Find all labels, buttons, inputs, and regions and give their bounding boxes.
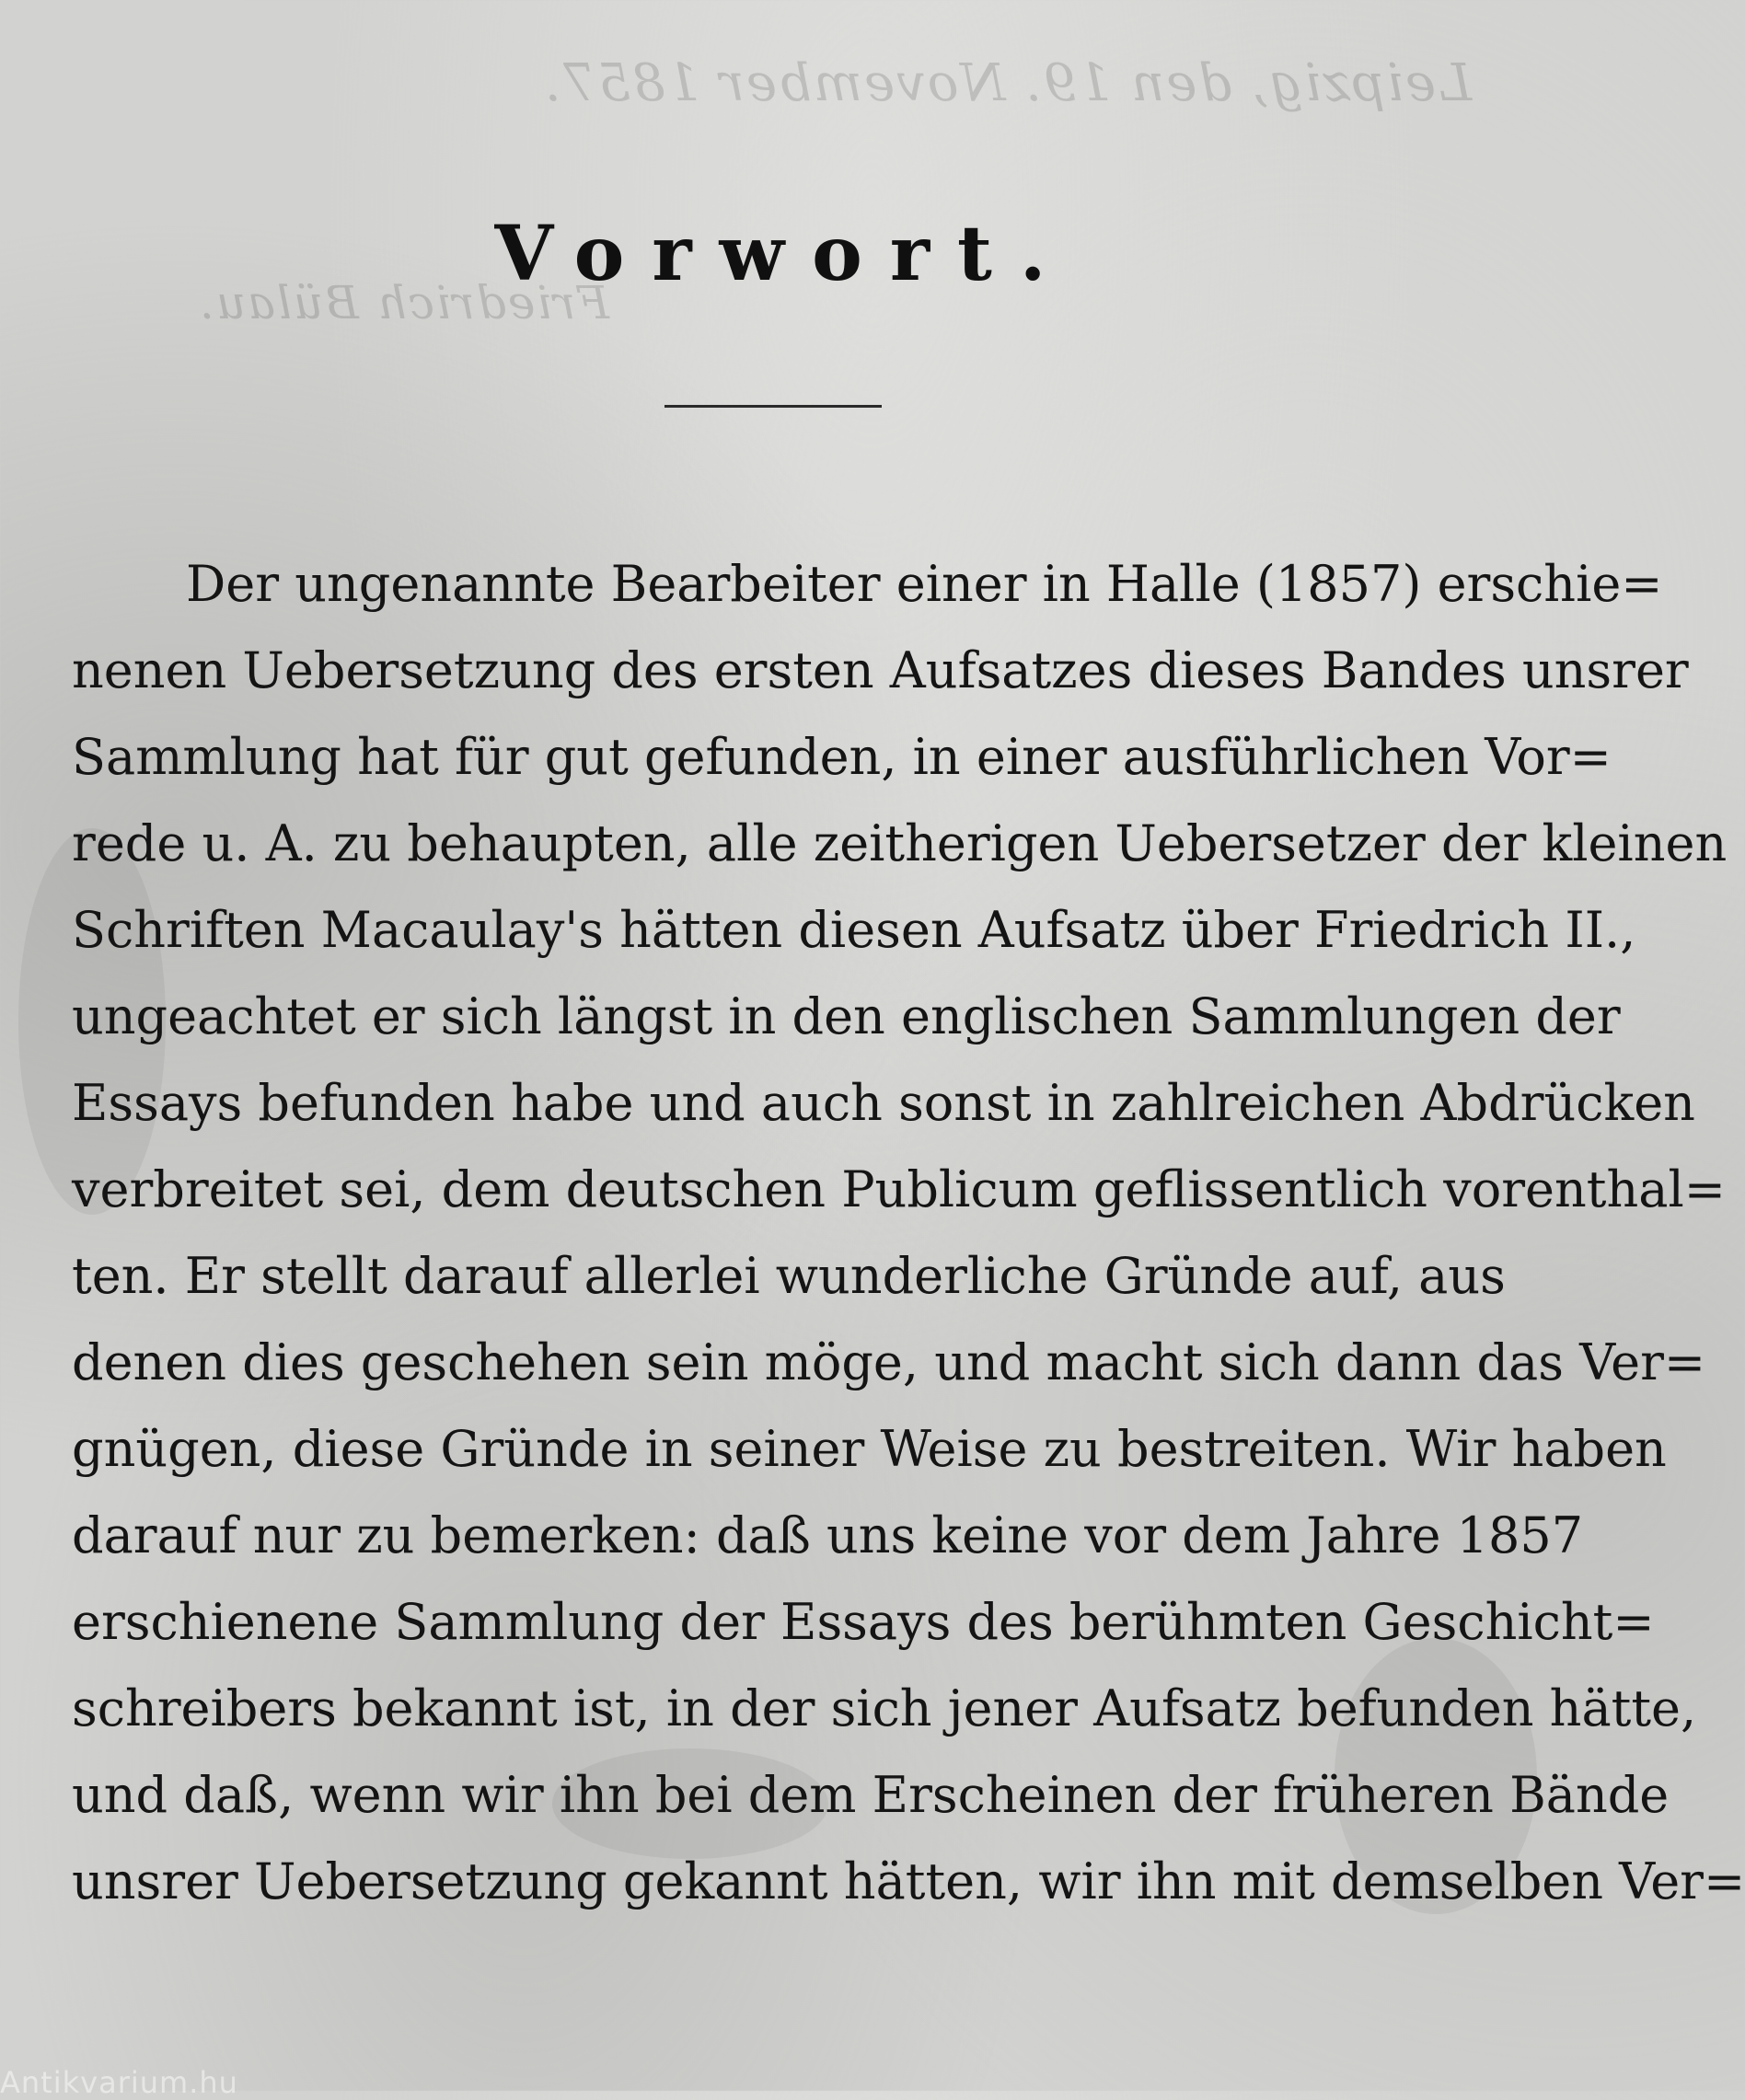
watermark: Antikvarium.hu [0, 2065, 238, 2100]
text-line: verbreitet sei, dem deutschen Publicum geflissentlich vorenthal= [72, 1160, 1726, 1218]
text-line: gnügen, diese Gründe in seiner Weise zu bestreiten. Wir haben [72, 1420, 1667, 1478]
text-line: und daß, wenn wir ihn bei dem Erscheinen der früheren Bände [72, 1766, 1670, 1824]
page-title: Vorwort. [494, 210, 1074, 298]
text-line: ungeachtet er sich längst in den englischen Sammlungen der [72, 987, 1621, 1045]
text-line: darauf nur zu bemerken: daß uns keine vor dem Jahre 1857 [72, 1506, 1584, 1564]
text-line: Sammlung hat für gut gefunden, in einer ausführlichen Vor= [72, 728, 1612, 786]
text-line: Essays befunden habe und auch sonst in zahlreichen Abdrücken [72, 1074, 1695, 1132]
text-line: Der ungenannte Bearbeiter einer in Halle (1857) erschie= [186, 555, 1663, 613]
text-line: rede u. A. zu behaupten, alle zeitherigen Uebersetzer der kleinen [72, 814, 1728, 872]
text-line: Schriften Macaulay's hätten diesen Aufsatz über Friedrich II., [72, 901, 1636, 959]
text-line: ten. Er stellt darauf allerlei wunderliche Gründe auf, aus [72, 1247, 1506, 1305]
text-line: unsrer Uebersetzung gekannt hätten, wir ihn mit demselben Ver= [72, 1852, 1745, 1910]
text-line: erschienene Sammlung der Essays des berühmten Geschicht= [72, 1593, 1655, 1651]
text-line: schreibers bekannt ist, in der sich jener Aufsatz befunden hätte, [72, 1679, 1697, 1737]
bleed-through-date: Leipzig, den 19. November 1857. [543, 53, 1473, 113]
bleed-through-signature: Friedrich Bülau. [198, 276, 610, 329]
preface-text [72, 541, 1745, 1925]
text-line: nenen Uebersetzung des ersten Aufsatzes dieses Bandes unsrer [72, 641, 1689, 699]
text-line: denen dies geschehen sein möge, und macht sich dann das Ver= [72, 1333, 1706, 1391]
title-divider [664, 405, 882, 408]
